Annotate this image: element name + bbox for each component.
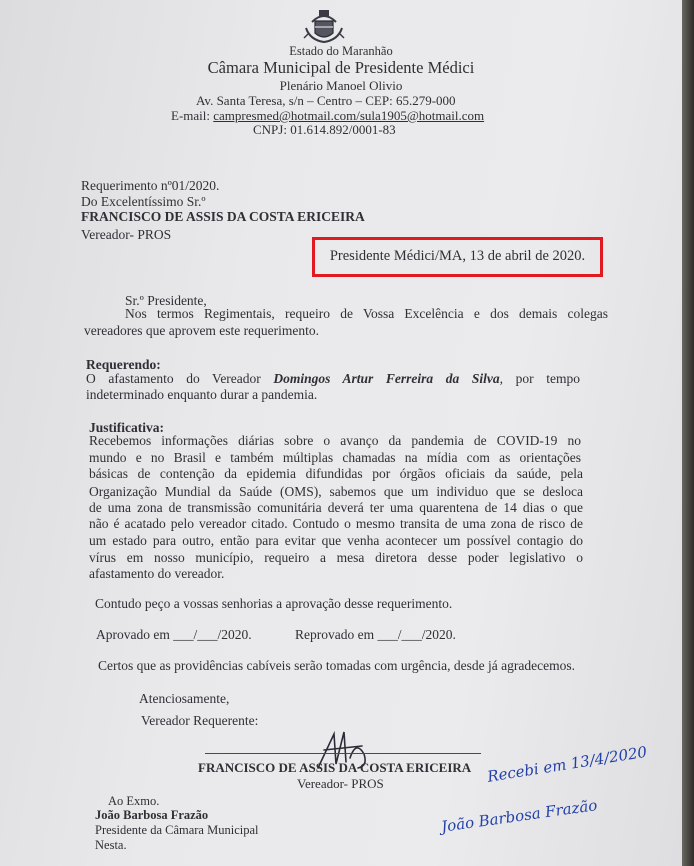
councilor-name: Domingos Artur Ferreira da Silva: [273, 371, 500, 386]
handwritten-received: Recebi em 13/4/2020: [486, 742, 649, 786]
justification-line: básicas de contenção da epidemia difundidas por órgãos oficiais da saúde, pela: [89, 466, 583, 481]
rejected-field: Reprovado em ___/___/2020.: [295, 627, 456, 642]
approval-request: Contudo peço a vossas senhorias a aprovação desse requerimento.: [95, 596, 453, 611]
signature-line: [205, 753, 481, 754]
request-role: Vereador- PROS: [81, 227, 172, 242]
justification-line: um estado para outro, então para evitar que venha acontecer um possível contagio do: [89, 533, 583, 548]
plenary-name: Plenário Manoel Olivio: [279, 78, 403, 93]
request-author: FRANCISCO DE ASSIS DA COSTA ERICEIRA: [81, 209, 365, 224]
signer-party: Vereador- PROS: [297, 776, 384, 791]
justification-line: afastamento do vereador.: [89, 566, 225, 581]
recipient-name: João Barbosa Frazão: [95, 808, 209, 822]
recipient-to: Ao Exmo.: [108, 794, 160, 808]
chamber-address: Av. Santa Teresa, s/n – Centro – CEP: 65.279-000: [196, 93, 456, 108]
justification-line: vírus em nosso município, requeiro a mesa diretora desse poder legislativo o: [89, 550, 583, 565]
recipient-title: Presidente da Câmara Municipal: [95, 823, 259, 837]
justification-line: de uma zona de transmissão comunitária deverá ter uma quarentena de 14 dias o que: [89, 500, 583, 515]
email-label: E-mail:: [171, 108, 214, 123]
approved-field: Aprovado em ___/___/2020.: [96, 627, 252, 642]
justification-line: mundo e no Brasil e também múltiplas chamadas na mídia com as orientações: [89, 450, 581, 465]
signer-name: FRANCISCO DE ASSIS DA COSTA ERICEIRA: [198, 760, 472, 775]
chamber-cnpj: CNPJ: 01.614.892/0001-83: [253, 122, 396, 137]
requesting-text: O afastamento do Vereador: [86, 371, 274, 386]
justification-heading: Justificativa:: [89, 420, 164, 435]
justification-line: Recebemos informações diárias sobre o avanço da pandemia de COVID-19 no: [89, 433, 581, 448]
justification-line: não é acatado pelo vereador citado. Contudo o mesmo transita de uma zona de risco de: [89, 516, 583, 531]
requesting-heading: Requerendo:: [86, 357, 161, 372]
date-highlight-box: [312, 237, 603, 277]
request-number: Requerimento nº01/2020.: [81, 178, 220, 193]
chamber-name: Câmara Municipal de Presidente Médici: [207, 58, 475, 77]
recipient-place: Nesta.: [95, 838, 127, 852]
requester-label: Vereador Requerente:: [141, 713, 259, 728]
request-date: Presidente Médici/MA, 13 de abril de 2020.: [329, 248, 586, 264]
intro-line: vereadores que aprovem este requerimento.: [84, 323, 320, 338]
request-salutation: Do Excelentíssimo Sr.º: [81, 194, 206, 209]
coat-of-arms-icon: [302, 4, 346, 44]
regards: Atenciosamente,: [139, 691, 230, 706]
handwritten-signer: João Barbosa Frazão: [440, 796, 599, 836]
justification-line: Organização Mundial da Saúde (OMS), sabemos que um individuo que se desloca: [89, 484, 583, 499]
requesting-line: [86, 371, 580, 387]
email-link[interactable]: campresmed@hotmail.com/sula1905@hotmail.com: [213, 108, 485, 123]
greeting: Sr.º Presidente,: [125, 293, 207, 308]
requesting-text: , por tempo: [499, 371, 580, 386]
page-edge-shadow: [682, 0, 694, 866]
state-name: Estado do Maranhão: [289, 44, 393, 58]
closing-line: Certos que as providências cabíveis serão tomadas com urgência, desde já agradecemos.: [98, 658, 575, 673]
intro-line: Nos termos Regimentais, requeiro de Vossa Excelência e dos demais colegas: [125, 306, 608, 321]
requesting-line: indeterminado enquanto durar a pandemia.: [86, 387, 318, 402]
